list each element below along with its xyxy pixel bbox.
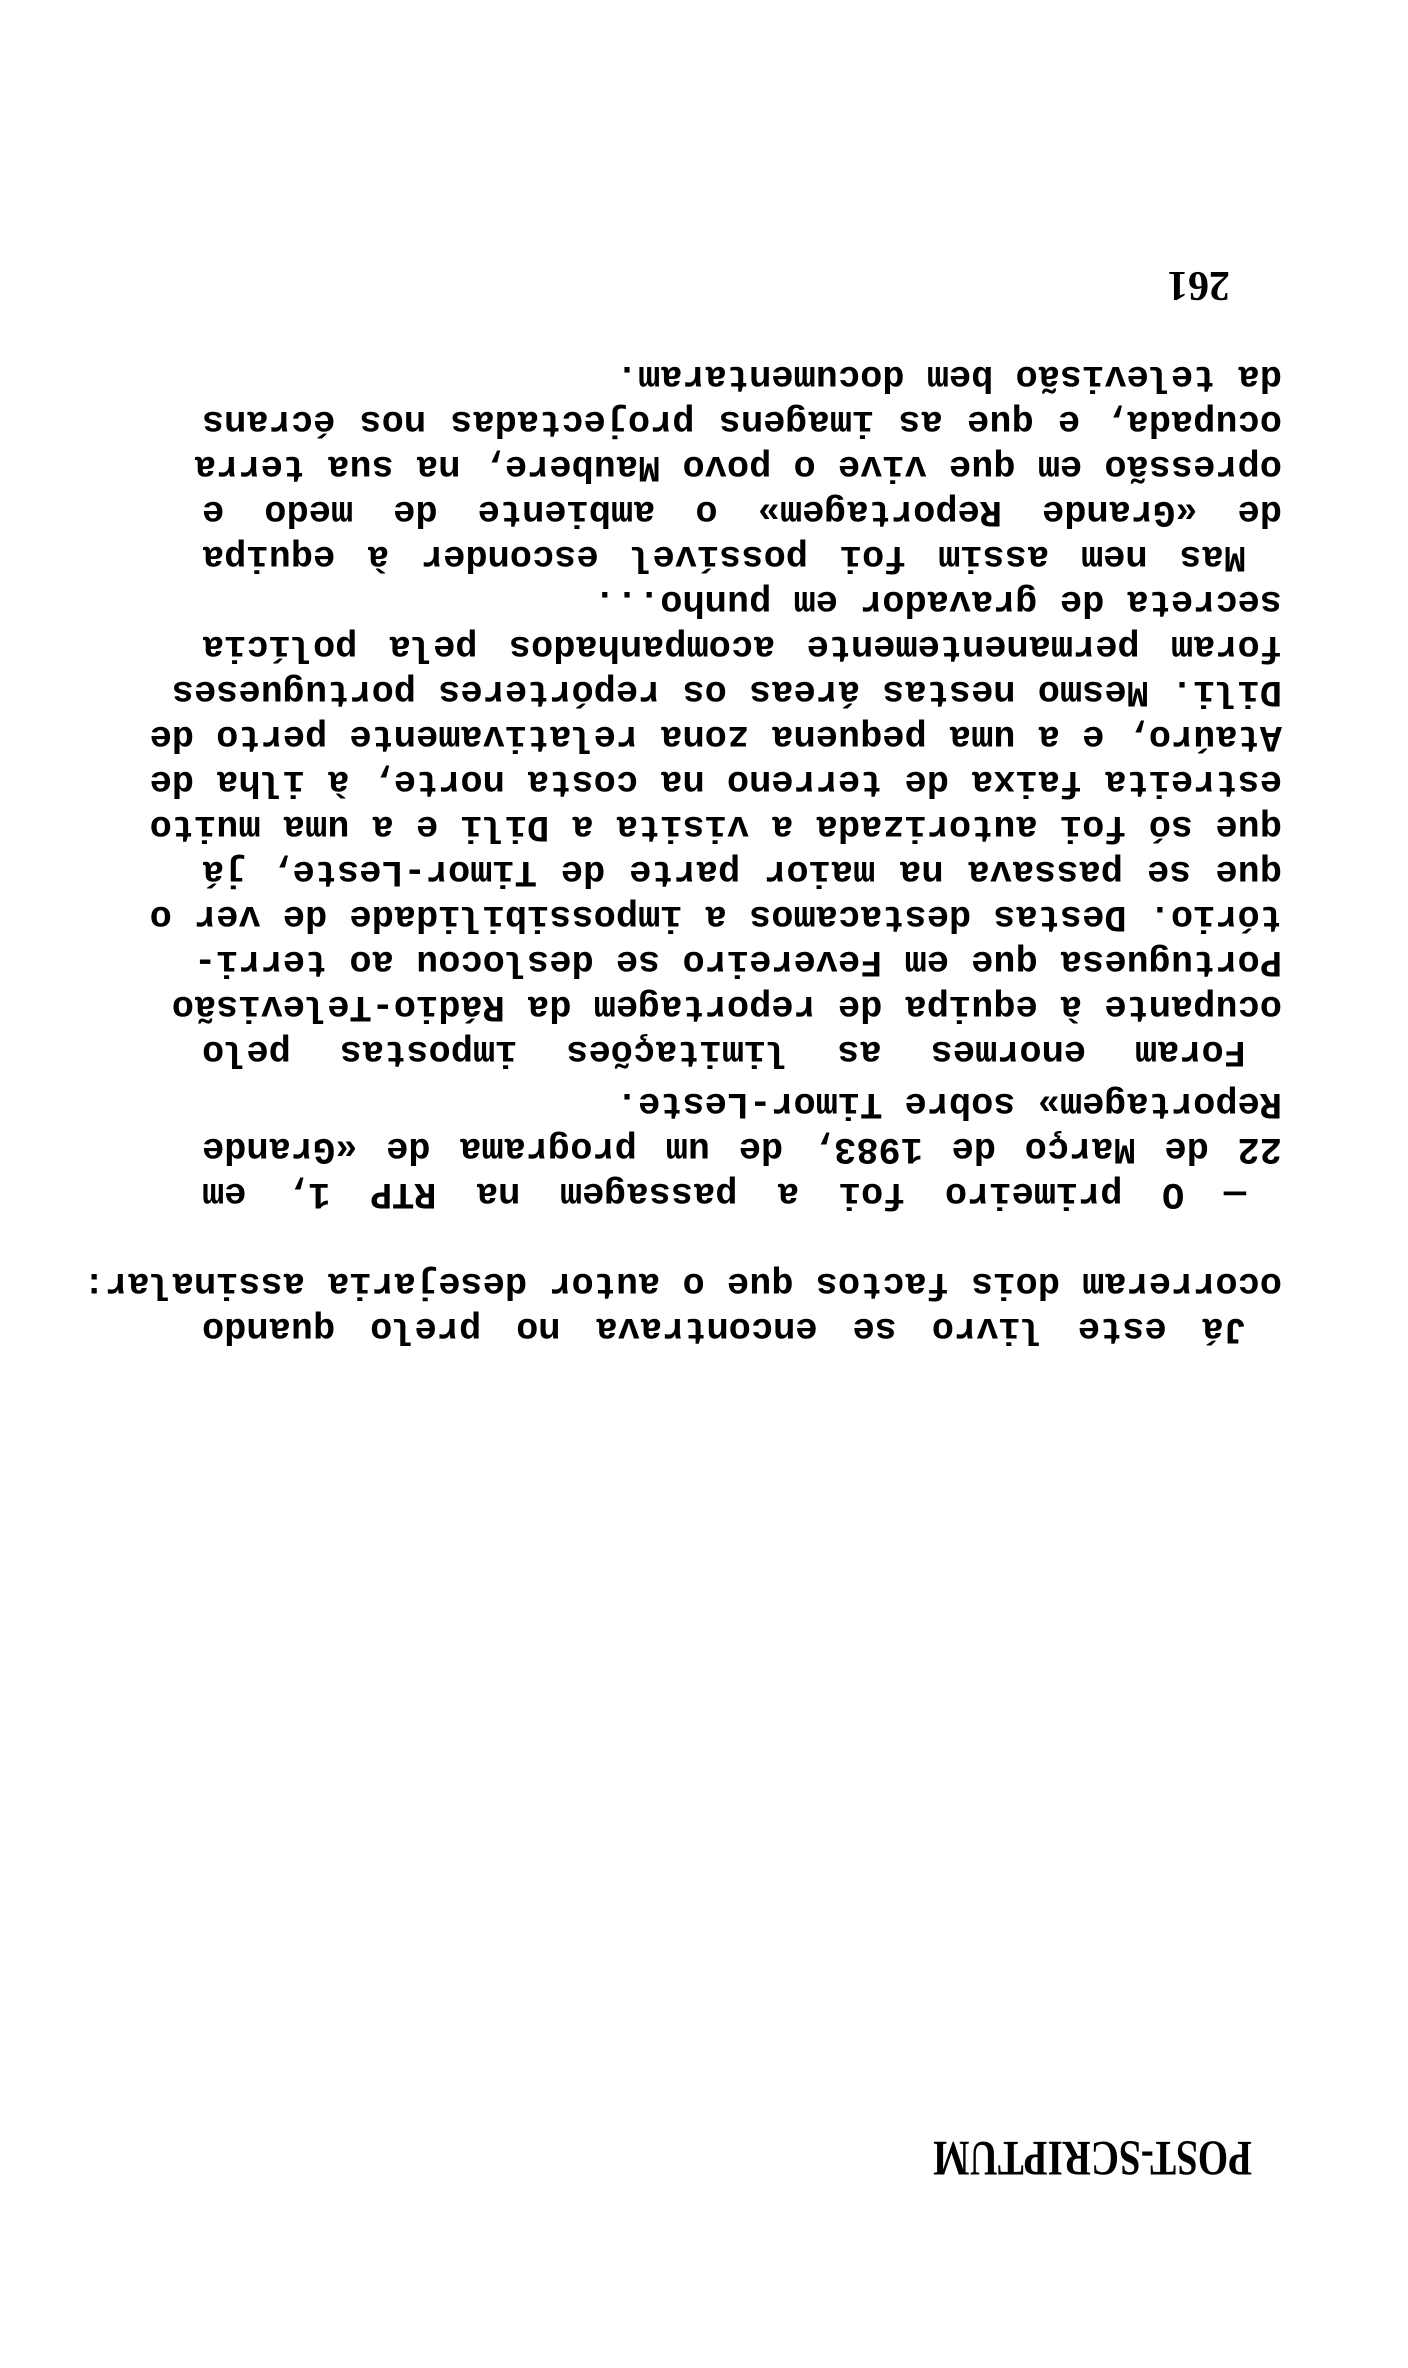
text-line: secreta de gravador em punho... <box>593 580 1282 622</box>
text-line: tório. Destas destacamos a impossibilidade de ver o <box>149 895 1282 937</box>
text-line: de «Grande Reportagem» o ambiente de medo e <box>202 490 1282 532</box>
text-line: Ataúro, e a uma pequena zona relativamente perto de <box>149 715 1282 757</box>
text-line: Dili. Mesmo nestas áreas os repórteres portugueses <box>171 670 1282 712</box>
text-line: opressão em que vive o povo Maubere, na sua terra <box>194 445 1282 487</box>
page-number: 261 <box>1167 262 1230 308</box>
body-text <box>83 353 1282 1350</box>
text-line: que só foi autorizada a visita a Dili e a uma muito <box>149 805 1282 847</box>
text-line: foram permanentemente acompanhados pela polícia <box>202 625 1282 667</box>
text-line: Reportagem» sobre Timor-Leste. <box>615 1082 1282 1124</box>
text-line: da televisão bem documentaram. <box>615 355 1282 397</box>
text-line: ocupante à equipa de reportagem da Rádio-Televisão <box>171 985 1282 1027</box>
paragraph <box>83 1260 1282 1350</box>
text-line: — O primeiro foi a passagem na RTP 1, em <box>202 1172 1246 1214</box>
paragraph <box>149 578 1282 1073</box>
text-line: ocorreram dois factos que o autor desejaria assinalar: <box>83 1262 1282 1304</box>
paragraph <box>202 1080 1282 1215</box>
text-line: que se passava na maior parte de Timor-Leste, já <box>202 850 1282 892</box>
chapter-title: POST-SCRIPTUM <box>932 2131 1252 2187</box>
text-line: Já este livro se encontrava no prelo quando <box>202 1307 1246 1349</box>
text-line: Mas nem assim foi possível esconder à equipa <box>202 535 1246 577</box>
text-line: 22 de Março de 1983, de um programa de «Grande <box>202 1127 1282 1169</box>
paragraph <box>194 353 1282 578</box>
text-line: estreita faixa de terreno na costa norte, à ilha de <box>149 760 1282 802</box>
text-line: Foram enormes as limitações impostas pelo <box>202 1030 1246 1072</box>
text-line: Portuguesa que em Fevereiro se deslocou ao terri- <box>194 940 1282 982</box>
text-line: ocupada, e que as imagens projectadas nos écrans <box>202 400 1282 442</box>
